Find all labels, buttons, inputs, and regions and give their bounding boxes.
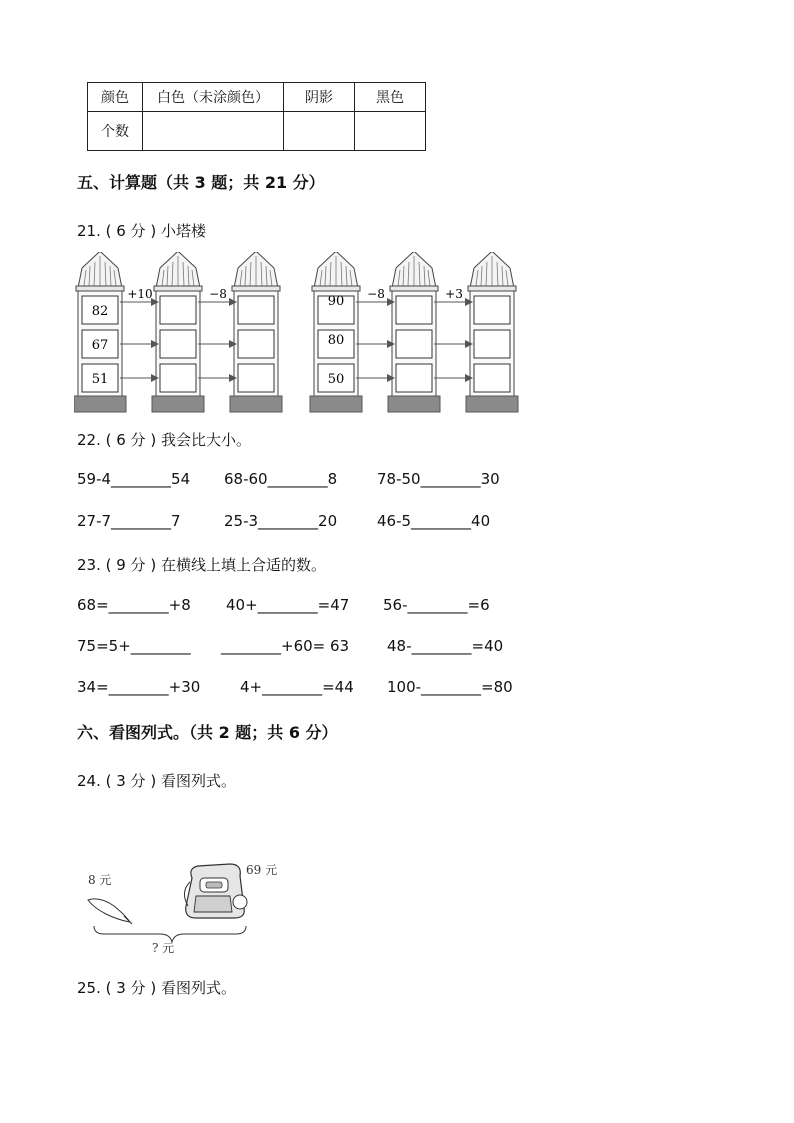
tower-input-number: 82	[91, 304, 109, 319]
tower-input-number: 67	[91, 338, 109, 353]
question-22-label: 22. ( 6 分 ) 我会比大小。	[77, 431, 251, 449]
tower	[152, 252, 204, 412]
operation-label: −8	[209, 287, 227, 301]
count-cell-white[interactable]	[143, 112, 284, 151]
backpack-icon	[184, 864, 247, 918]
pen-icon	[88, 899, 132, 924]
compare-item[interactable]: 25-3________20	[224, 512, 338, 530]
pen-price-label: 8 元	[88, 873, 112, 887]
color-count-table	[87, 82, 426, 151]
compare-item[interactable]: 78-50________30	[377, 470, 500, 488]
tower-input-number: 90	[327, 294, 345, 309]
table-header-cell: 白色（未涂颜色）	[143, 83, 284, 112]
compare-item[interactable]: 59-4________54	[77, 470, 191, 488]
table-header-cell: 阴影	[284, 83, 355, 112]
tower-group-1	[74, 252, 282, 412]
total-brace	[94, 926, 246, 942]
bag-price-label: 69 元	[246, 863, 278, 877]
compare-item[interactable]: 46-5________40	[377, 512, 491, 530]
table-header-cell: 黑色	[355, 83, 426, 112]
table-row	[88, 112, 426, 151]
question-21-label: 21. ( 6 分 ) 小塔楼	[77, 222, 206, 240]
fill-blank-item[interactable]: 48-________=40	[387, 637, 504, 655]
table-header-row	[88, 83, 426, 112]
count-cell-black[interactable]	[355, 112, 426, 151]
tower-input-number: 50	[327, 372, 345, 387]
fill-blank-item[interactable]: 34=________+30	[77, 678, 201, 696]
question-24-label: 24. ( 3 分 ) 看图列式。	[77, 772, 236, 790]
row-label: 个数	[88, 112, 143, 151]
tower	[230, 252, 282, 412]
tower-input-number: 51	[91, 372, 109, 387]
table-header-cell: 颜色	[88, 83, 143, 112]
compare-item[interactable]: 27-7________7	[77, 512, 181, 530]
fill-blank-item[interactable]: 4+________=44	[240, 678, 354, 696]
price-diagram	[80, 856, 300, 958]
operation-label: +3	[445, 287, 463, 301]
tower-diagram	[74, 252, 524, 414]
fill-blank-item[interactable]: ________+60= 63	[221, 637, 350, 655]
tower	[74, 252, 126, 412]
total-price-label: ? 元	[152, 941, 175, 955]
question-25-label: 25. ( 3 分 ) 看图列式。	[77, 979, 236, 997]
fill-blank-item[interactable]: 100-________=80	[387, 678, 513, 696]
section-title: 五、计算题（共 3 题；共 21 分）	[77, 173, 325, 192]
fill-blank-item[interactable]: 75=5+________	[77, 637, 191, 655]
question-23-label: 23. ( 9 分 ) 在横线上填上合适的数。	[77, 556, 326, 574]
operation-label: −8	[367, 287, 385, 301]
fill-blank-item[interactable]: 68=________+8	[77, 596, 191, 614]
tower	[466, 252, 518, 412]
fill-blank-item[interactable]: 56-________=6	[383, 596, 490, 614]
compare-item[interactable]: 68-60________8	[224, 470, 338, 488]
tower-group-2	[310, 252, 518, 412]
tower	[388, 252, 440, 412]
fill-blank-item[interactable]: 40+________=47	[226, 596, 350, 614]
count-cell-shadow[interactable]	[284, 112, 355, 151]
tower	[310, 252, 362, 412]
section-title: 六、看图列式。（共 2 题；共 6 分）	[77, 723, 338, 742]
operation-label: +10	[127, 287, 153, 301]
tower-input-number: 80	[327, 333, 345, 348]
